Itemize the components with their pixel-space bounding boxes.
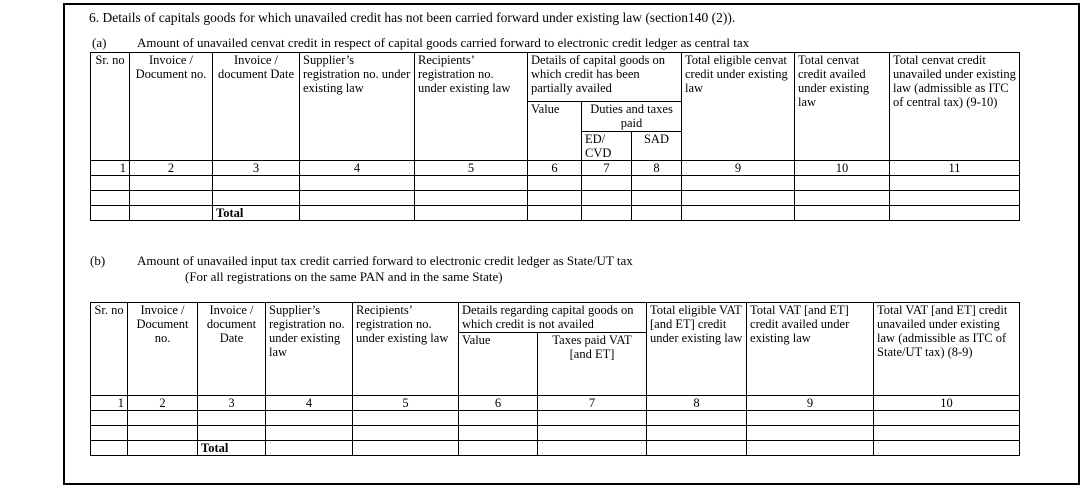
col-supplier-reg: Supplier’s registration no. under existing law	[266, 303, 353, 396]
column-number: 8	[647, 396, 747, 411]
column-number: 7	[582, 161, 632, 176]
column-number: 8	[632, 161, 682, 176]
total-label: Total	[198, 441, 266, 456]
column-number: 5	[415, 161, 528, 176]
col-invoice-doc-no: Invoice / Document no.	[128, 303, 198, 396]
col-sad: SAD	[632, 132, 682, 161]
column-number: 7	[538, 396, 647, 411]
total-row	[91, 441, 1020, 456]
col-taxes-paid: Taxes paid VAT [and ET]	[538, 333, 647, 396]
column-number: 3	[198, 396, 266, 411]
col-capital-goods-group: Details regarding capital goods on which credit is not availed	[459, 303, 647, 333]
column-number: 1	[91, 396, 128, 411]
part-a-heading: Amount of unavailed cenvat credit in respect of capital goods carried forward to electronic credit ledger as central tax	[137, 35, 750, 50]
column-number: 9	[682, 161, 795, 176]
part-a-table	[90, 52, 1020, 221]
col-total-eligible: Total eligible cenvat credit under existing law	[682, 53, 795, 161]
col-supplier-reg: Supplier’s registration no. under existing law	[300, 53, 415, 161]
total-row	[91, 206, 1020, 221]
column-number: 6	[528, 161, 582, 176]
column-number: 2	[128, 396, 198, 411]
column-number: 3	[213, 161, 300, 176]
column-number-row	[91, 161, 1020, 176]
column-number: 6	[459, 396, 538, 411]
column-number: 4	[266, 396, 353, 411]
table-row[interactable]	[91, 191, 1020, 206]
column-number: 2	[130, 161, 213, 176]
col-sr-no: Sr. no	[91, 303, 128, 396]
column-number-row	[91, 396, 1020, 411]
col-total-eligible: Total eligible VAT [and ET] credit under existing law	[647, 303, 747, 396]
table-row[interactable]	[91, 426, 1020, 441]
column-number: 10	[874, 396, 1020, 411]
section-title: 6. Details of capitals goods for which unavailed credit has not been carried forward under existing law (section140 (2)).	[89, 10, 736, 25]
part-b-heading: Amount of unavailed input tax credit carried forward to electronic credit ledger as State/UT tax	[137, 253, 633, 268]
col-invoice-doc-date: Invoice / document Date	[198, 303, 266, 396]
column-number: 9	[747, 396, 874, 411]
table-row[interactable]	[91, 176, 1020, 191]
col-value: Value	[528, 102, 582, 161]
col-recipient-reg: Recipients’ registration no. under existing law	[353, 303, 459, 396]
col-invoice-doc-date: Invoice / document Date	[213, 53, 300, 161]
col-total-unavailed: Total cenvat credit unavailed under existing law (admissible as ITC of central tax) (9-10)	[890, 53, 1020, 161]
column-number: 5	[353, 396, 459, 411]
column-number: 4	[300, 161, 415, 176]
column-number: 10	[795, 161, 890, 176]
col-invoice-doc-no: Invoice / Document no.	[130, 53, 213, 161]
column-number: 11	[890, 161, 1020, 176]
col-ed-cvd: ED/ CVD	[582, 132, 632, 161]
total-label: Total	[213, 206, 300, 221]
table-row[interactable]	[91, 411, 1020, 426]
col-duties-paid: Duties and taxes paid	[582, 102, 682, 132]
col-total-unavailed: Total VAT [and ET] credit unavailed under existing law (admissible as ITC of State/UT tax) (8-9)	[874, 303, 1020, 396]
part-b-subheading: (For all registrations on the same PAN and in the same State)	[185, 269, 503, 284]
part-b-table	[90, 302, 1020, 456]
col-capital-goods-group: Details of capital goods on which credit has been partially availed	[528, 53, 682, 102]
col-total-availed: Total VAT [and ET] credit availed under existing law	[747, 303, 874, 396]
part-a-label: (a)	[92, 35, 107, 50]
col-sr-no: Sr. no	[91, 53, 130, 161]
col-total-availed: Total cenvat credit availed under existing law	[795, 53, 890, 161]
col-value: Value	[459, 333, 538, 396]
column-number: 1	[91, 161, 130, 176]
part-b-label: (b)	[90, 253, 106, 268]
col-recipient-reg: Recipients’ registration no. under existing law	[415, 53, 528, 161]
